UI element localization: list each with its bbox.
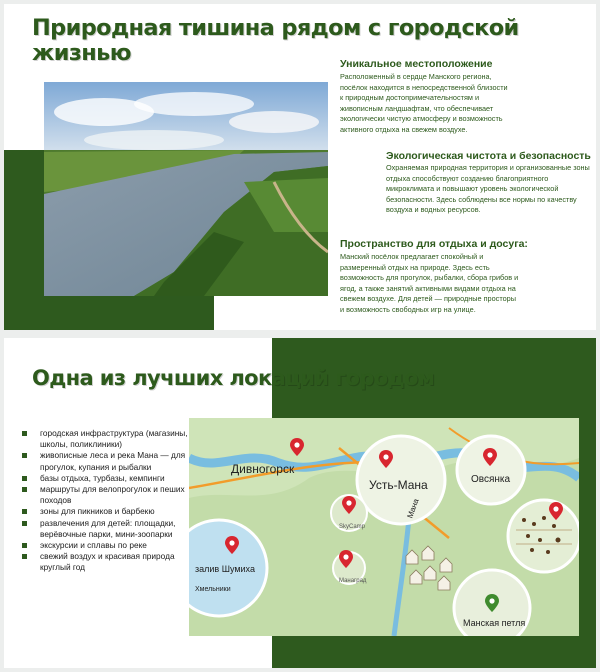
map-label-khmelniki: Хмельники	[195, 586, 231, 593]
list-item: свежий воздух и красивая природа круглый год	[20, 551, 190, 573]
map-label-skycamp: SkyCamp	[339, 524, 366, 530]
map-pin-icon	[483, 448, 497, 466]
map-label-shumikha-bay: залив Шумиха	[195, 564, 255, 574]
map-pin-icon	[379, 450, 393, 468]
list-item: зоны для пикников и барбекю	[20, 506, 190, 517]
text-ecology: Охраняемая природная территория и организованные зоны отдыха способствуют созданию благоприятного микроклимата и повышают уровень экологической безопасности. Здесь соблюдены все нормы по качеству воздуха и водных ресурсов.	[386, 163, 590, 215]
heading-leisure: Пространство для отдыха и досуга:	[340, 238, 528, 250]
slide2-title: Одна из лучших локаций городом	[32, 366, 435, 390]
map-label-ovsyanka: Овсянка	[471, 474, 511, 485]
list-item: маршруты для велопрогулок и пеших походов	[20, 484, 190, 506]
zoo-animals-icon	[514, 510, 574, 560]
map-label-manskaya-petlya: Манская петля	[463, 618, 526, 628]
map-label-divnogorsk: Дивногорск	[231, 462, 295, 476]
text-location: Расположенный в сердце Манского региона, посёлок находится в непосредственной близости к природным достопримечательностям и живописным ландшафтам, что обеспечивает экологически чистую атмосферу и возможность активного отдыха на свежем воздухе.	[340, 72, 508, 134]
slide-best-location	[4, 338, 596, 668]
list-item: городская инфраструктура (магазины, школы, поликлиники)	[20, 428, 190, 450]
list-item: базы отдыха, турбазы, кемпинги	[20, 473, 190, 484]
location-map	[189, 418, 579, 636]
houses-icon	[404, 544, 459, 594]
river-aerial-photo	[44, 82, 328, 296]
slide-nature-silence	[4, 4, 596, 330]
map-pin-icon	[225, 536, 239, 554]
map-label-managrad: Манаград	[339, 578, 367, 584]
map-label-ust-mana: Усть-Мана	[369, 478, 428, 492]
list-item: живописные леса и река Мана — для прогулок, купания и рыбалки	[20, 450, 190, 472]
heading-ecology: Экологическая чистота и безопасность	[386, 150, 591, 162]
heading-location: Уникальное местоположение	[340, 58, 493, 70]
list-item: экскурсии и сплавы по реке	[20, 540, 190, 551]
map-pin-icon	[342, 496, 356, 514]
text-leisure: Манский посёлок предлагает спокойный и размеренный отдых на природе. Здесь есть возможность для прогулок, рыбалки, сбора грибов и ягод, а также занятий активными видами отдыха на свежем воздухе. Для детей — природные просторы и возможность свободных игр на улице.	[340, 252, 519, 314]
map-label-mana-river: Мана	[405, 497, 421, 520]
map-pin-icon	[339, 550, 353, 568]
map-pin-icon	[485, 594, 499, 612]
map-pin-icon	[290, 438, 304, 456]
slide1-title: Природная тишина рядом с городской жизнью	[32, 16, 519, 66]
list-item: развлечения для детей: площадки, верёвочные парки, мини-зоопарки	[20, 518, 190, 540]
features-list	[20, 428, 190, 574]
